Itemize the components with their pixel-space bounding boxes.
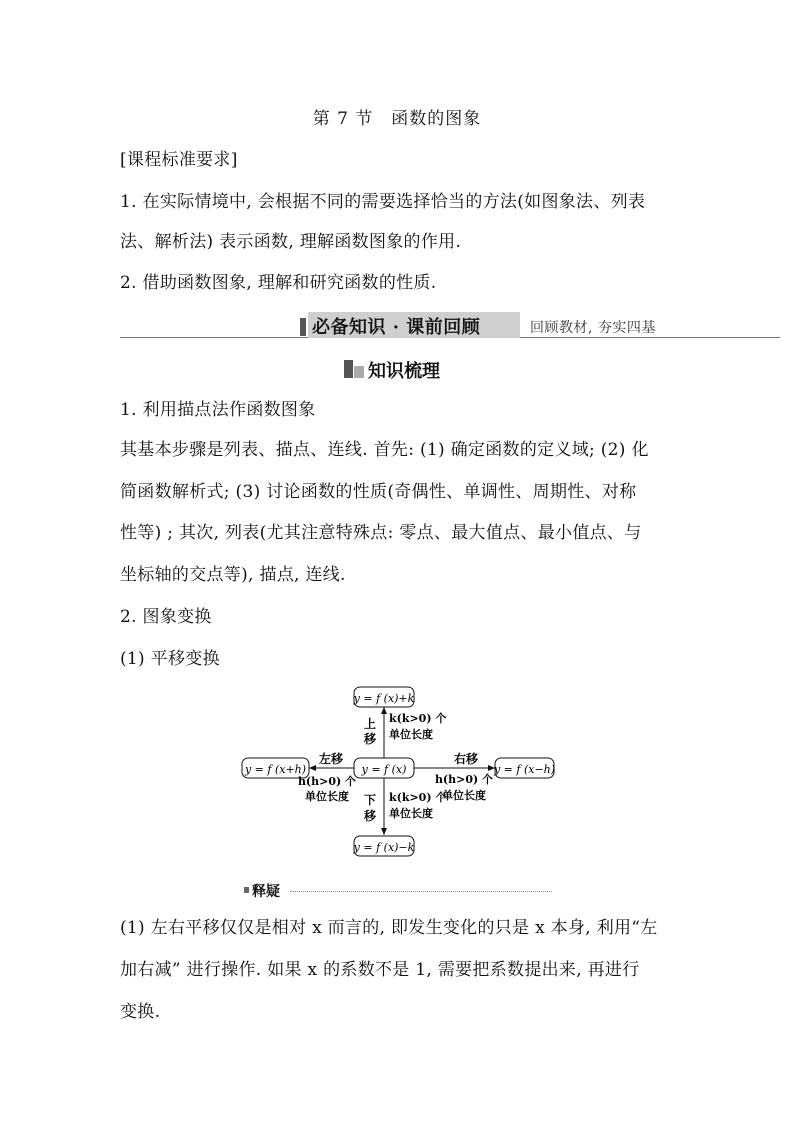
right-desc-2: 单位长度 — [442, 789, 486, 802]
left-desc-2: 单位长度 — [305, 790, 349, 803]
item2-heading: 2. 图象变换 — [120, 607, 212, 627]
banner-main-text: 必备知识 · 课前回顾 — [312, 317, 481, 338]
left-label: 左移 — [318, 752, 344, 766]
requirements-line-3: 2. 借助函数图象, 理解和研究函数的性质. — [120, 273, 437, 293]
item1-heading: 1. 利用描点法作函数图象 — [120, 400, 316, 420]
left-desc-1: h(h>0) 个 — [297, 775, 357, 788]
shiyi-line-3: 变换. — [120, 1002, 161, 1022]
formula-center: y = f (x) — [361, 763, 407, 776]
down-desc-2: 单位长度 — [389, 807, 433, 820]
banner-sub-text: 回顾教材, 夯实四基 — [530, 320, 656, 336]
formula-left: y = f (x+h) — [244, 763, 307, 776]
item2-subheading: (1) 平移变换 — [120, 649, 220, 669]
formula-top: y = f (x)+k — [353, 692, 415, 705]
section-title: 知识梳理 — [368, 361, 440, 382]
down-label-2: 移 — [363, 809, 377, 823]
up-label-1: 上 — [363, 717, 377, 731]
item1-line-1: 其基本步骤是列表、描点、连线. 首先: (1) 确定函数的定义域; (2) 化 — [120, 440, 649, 460]
item1-line-3: 性等) ; 其次, 列表(尤其注意特殊点: 零点、最大值点、最小值点、与 — [120, 523, 642, 543]
shiyi-square-icon — [244, 887, 249, 893]
right-desc-1: h(h>0) 个 — [434, 773, 494, 786]
right-label: 右移 — [453, 752, 479, 766]
shiyi-heading: 释疑 — [252, 884, 280, 900]
formula-bottom: y = f (x)−k — [353, 841, 415, 854]
shiyi-line-1: (1) 左右平移仅仅是相对 x 而言的, 即发生变化的只是 x 本身, 利用“左 — [120, 918, 658, 938]
up-label-2: 移 — [363, 732, 377, 746]
shiyi-line-2: 加右减” 进行操作. 如果 x 的系数不是 1, 需要把系数提出来, 再进行 — [120, 960, 640, 980]
shiyi-dotted-rule — [290, 891, 552, 892]
up-desc-2: 单位长度 — [389, 728, 433, 741]
requirements-line-1: 1. 在实际情境中, 会根据不同的需要选择恰当的方法(如图象法、列表 — [120, 192, 646, 212]
down-label-1: 下 — [363, 793, 377, 807]
requirements-line-2: 法、解析法) 表示函数, 理解函数图象的作用. — [120, 232, 462, 252]
item1-line-2: 简函数解析式; (3) 讨论函数的性质(奇偶性、单调性、周期性、对称 — [120, 482, 637, 502]
item1-line-4: 坐标轴的交点等), 描点, 连线. — [120, 565, 346, 585]
down-desc-1: k(k>0) 个 — [389, 791, 447, 804]
formula-right: y = f (x−h) — [493, 763, 556, 776]
up-desc-1: k(k>0) 个 — [389, 712, 447, 725]
requirements-heading: [课程标准要求] — [120, 150, 238, 170]
page-title: 第 7 节 函数的图象 — [312, 109, 482, 129]
